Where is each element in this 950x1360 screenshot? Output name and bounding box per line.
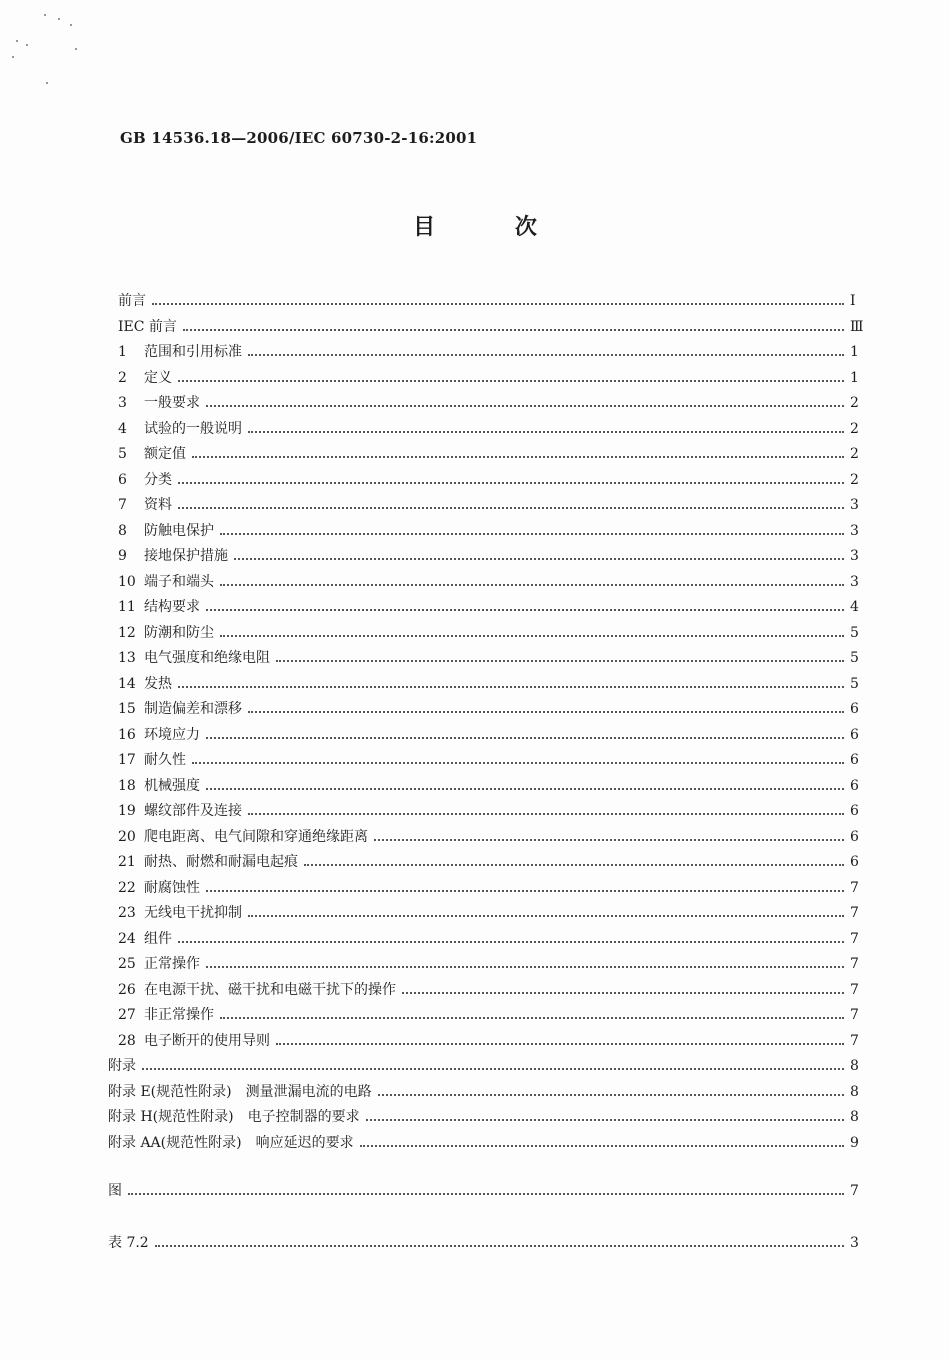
dot-leader <box>178 380 844 382</box>
toc-entry-page: Ⅰ <box>850 293 856 309</box>
scan-speck <box>16 40 18 42</box>
toc-entry-label: 电气强度和绝缘电阻 <box>144 650 270 666</box>
toc-entry-label: 额定值 <box>144 446 186 462</box>
toc-entry[interactable] <box>0 773 950 795</box>
toc-entry[interactable] <box>0 849 950 871</box>
toc-entry[interactable] <box>0 390 950 412</box>
toc-entry-number: 8 <box>118 522 127 539</box>
toc-entry-label: 图 <box>108 1183 122 1199</box>
toc-entry-page: Ⅲ <box>850 318 864 335</box>
dot-leader <box>304 864 844 866</box>
toc-entry-number: 25 <box>118 956 136 972</box>
toc-entry-page: 6 <box>850 777 859 794</box>
toc-entry-page: 2 <box>850 395 859 411</box>
dot-leader <box>142 1068 844 1070</box>
toc-entry[interactable] <box>0 1028 950 1050</box>
toc-entry-label: 非正常操作 <box>144 1007 214 1023</box>
toc-entry-page: 3 <box>850 497 859 513</box>
toc-entry-page: 7 <box>850 879 859 896</box>
toc-entry-label: 发热 <box>144 675 172 692</box>
toc-entry-number: 9 <box>118 548 127 564</box>
dot-leader <box>276 660 844 662</box>
toc-entry-page: 7 <box>850 1183 859 1199</box>
dot-leader <box>128 1193 844 1195</box>
dot-leader <box>206 737 844 739</box>
toc-entry[interactable] <box>0 824 950 846</box>
toc-entry-label: 附录 <box>108 1058 136 1074</box>
toc-entry[interactable] <box>0 1230 950 1252</box>
toc-entry-label: 机械强度 <box>144 777 200 794</box>
toc-entry-page: 6 <box>850 752 859 768</box>
dot-leader <box>220 1017 844 1019</box>
dot-leader <box>248 711 844 713</box>
dot-leader <box>152 303 844 305</box>
toc-entry-number: 13 <box>118 650 136 666</box>
scan-speck <box>26 44 28 46</box>
toc-entry-label: 无线电干扰抑制 <box>144 905 242 921</box>
toc-entry[interactable] <box>0 416 950 438</box>
dot-leader <box>276 1043 844 1045</box>
dot-leader <box>178 686 844 688</box>
toc-entry[interactable] <box>0 1130 950 1152</box>
toc-entry-label: 附录 E(规范性附录) 测量泄漏电流的电路 <box>108 1083 372 1100</box>
toc-entry-number: 7 <box>118 497 127 513</box>
toc-entry-page: 2 <box>850 420 859 437</box>
toc-entry[interactable] <box>0 441 950 463</box>
toc-entry[interactable] <box>0 645 950 667</box>
dot-leader <box>234 558 844 560</box>
toc-entry[interactable] <box>0 977 950 999</box>
toc-entry-label: 螺纹部件及连接 <box>144 803 242 819</box>
toc-entry-page: 7 <box>850 905 859 921</box>
toc-entry-number: 1 <box>118 344 127 360</box>
toc-entry-number: 12 <box>118 624 136 641</box>
toc-entry[interactable] <box>0 543 950 565</box>
toc-entry-label: 结构要求 <box>144 599 200 615</box>
dot-leader <box>248 813 844 815</box>
toc-entry-label: 耐热、耐燃和耐漏电起痕 <box>144 854 298 870</box>
dot-leader <box>248 915 844 917</box>
toc-entry-number: 3 <box>118 395 127 411</box>
toc-entry-label: 耐久性 <box>144 752 186 768</box>
toc-entry-number: 23 <box>118 905 136 921</box>
toc-entry-page: 6 <box>850 726 859 743</box>
toc-entry[interactable] <box>0 1002 950 1024</box>
toc-entry[interactable] <box>0 1053 950 1075</box>
toc-entry[interactable] <box>0 492 950 514</box>
toc-entry[interactable] <box>0 747 950 769</box>
toc-entry-page: 7 <box>850 930 859 947</box>
toc-entry[interactable] <box>0 1079 950 1101</box>
dot-leader <box>374 839 844 841</box>
toc-entry[interactable] <box>0 339 950 361</box>
toc-entry-label: 电子断开的使用导则 <box>144 1032 270 1049</box>
toc-entry-page: 3 <box>850 522 859 539</box>
toc-entry-number: 28 <box>118 1032 136 1049</box>
dot-leader <box>178 482 844 484</box>
toc-entry-number: 2 <box>118 369 127 386</box>
dot-leader <box>206 609 844 611</box>
toc-entry-label: 组件 <box>144 930 172 947</box>
toc-entry-page: 9 <box>850 1134 859 1151</box>
toc-entry[interactable] <box>0 288 950 310</box>
dot-leader <box>206 890 844 892</box>
toc-entry-label: 一般要求 <box>144 395 200 411</box>
toc-entry[interactable] <box>0 518 950 540</box>
toc-entry-label: 范围和引用标准 <box>144 344 242 360</box>
toc-entry-label: 定义 <box>144 369 172 386</box>
toc-entry-number: 20 <box>118 828 136 845</box>
toc-entry[interactable] <box>0 314 950 336</box>
toc-entry[interactable] <box>0 365 950 387</box>
dot-leader <box>178 941 844 943</box>
toc-entry-number: 19 <box>118 803 136 819</box>
toc-entry-page: 3 <box>850 1235 859 1251</box>
toc-entry[interactable] <box>0 671 950 693</box>
dot-leader <box>183 329 844 331</box>
toc-entry-label: 防触电保护 <box>144 522 214 539</box>
page-title: 目 次 <box>413 214 573 240</box>
toc-entry-page: 5 <box>850 675 859 692</box>
toc-entry-label: 资料 <box>144 497 172 513</box>
toc-entry[interactable] <box>0 467 950 489</box>
toc-entry-page: 8 <box>850 1058 859 1074</box>
toc-entry[interactable] <box>0 875 950 897</box>
toc-entry-page: 6 <box>850 828 859 845</box>
toc-entry-label: 附录 AA(规范性附录) 响应延迟的要求 <box>108 1134 354 1151</box>
toc-entry[interactable] <box>0 951 950 973</box>
toc-entry-number: 27 <box>118 1007 136 1023</box>
toc-entry-page: 6 <box>850 803 859 819</box>
scan-speck <box>44 14 46 16</box>
toc-entry-number: 14 <box>118 675 136 692</box>
dot-leader <box>248 354 844 356</box>
dot-leader <box>220 584 844 586</box>
toc-entry-label: 环境应力 <box>144 726 200 743</box>
document-standard-number: GB 14536.18—2006/IEC 60730-2-16:2001 <box>120 129 478 147</box>
scan-speck <box>12 56 14 58</box>
toc-entry-number: 21 <box>118 854 136 870</box>
dot-leader <box>378 1094 844 1096</box>
toc-entry[interactable] <box>0 798 950 820</box>
toc-entry-number: 26 <box>118 981 136 998</box>
toc-entry[interactable] <box>0 620 950 642</box>
toc-entry-page: 8 <box>850 1109 859 1125</box>
dot-leader <box>248 431 844 433</box>
toc-entry[interactable] <box>0 900 950 922</box>
toc-entry-number: 22 <box>118 879 136 896</box>
toc-entry[interactable] <box>0 926 950 948</box>
scan-speck <box>75 48 77 50</box>
toc-entry-number: 17 <box>118 752 136 768</box>
toc-entry-page: 7 <box>850 981 859 998</box>
dot-leader <box>206 966 844 968</box>
dot-leader <box>206 788 844 790</box>
toc-entry-label: 前言 <box>118 293 146 309</box>
toc-entry-label: 在电源干扰、磁干扰和电磁干扰下的操作 <box>144 981 396 998</box>
scan-speck <box>46 82 48 84</box>
toc-entry-page: 4 <box>850 599 859 615</box>
toc-entry[interactable] <box>0 696 950 718</box>
toc-entry-label: 试验的一般说明 <box>144 420 242 437</box>
toc-entry-label: 防潮和防尘 <box>144 624 214 641</box>
toc-entry-page: 7 <box>850 956 859 972</box>
toc-entry-label: IEC 前言 <box>118 318 177 335</box>
dot-leader <box>402 992 844 994</box>
toc-entry-label: 爬电距离、电气间隙和穿通绝缘距离 <box>144 828 368 845</box>
toc-entry[interactable] <box>0 569 950 591</box>
toc-entry-number: 11 <box>118 599 136 615</box>
toc-entry-label: 附录 H(规范性附录) 电子控制器的要求 <box>108 1109 360 1125</box>
dot-leader <box>366 1119 844 1121</box>
toc-entry-label: 端子和端头 <box>144 573 214 590</box>
dot-leader <box>178 507 844 509</box>
toc-entry-number: 10 <box>118 573 136 590</box>
toc-entry-number: 16 <box>118 726 136 743</box>
dot-leader <box>155 1245 844 1247</box>
toc-entry-page: 5 <box>850 624 859 641</box>
toc-entry-label: 表 7.2 <box>108 1235 149 1251</box>
toc-entry-page: 2 <box>850 471 859 488</box>
toc-entry-label: 接地保护措施 <box>144 548 228 564</box>
toc-entry-number: 15 <box>118 701 136 717</box>
toc-entry-page: 6 <box>850 854 859 870</box>
toc-entry-number: 18 <box>118 777 136 794</box>
toc-entry-label: 正常操作 <box>144 956 200 972</box>
toc-entry-page: 6 <box>850 701 859 717</box>
dot-leader <box>192 456 844 458</box>
toc-entry[interactable] <box>0 594 950 616</box>
toc-entry-page: 5 <box>850 650 859 666</box>
toc-entry-number: 6 <box>118 471 127 488</box>
toc-entry-label: 分类 <box>144 471 172 488</box>
toc-entry[interactable] <box>0 1104 950 1126</box>
toc-entry[interactable] <box>0 722 950 744</box>
toc-entry[interactable] <box>0 1178 950 1200</box>
toc-entry-page: 7 <box>850 1032 859 1049</box>
toc-entry-page: 3 <box>850 548 859 564</box>
toc-entry-page: 1 <box>850 344 859 360</box>
toc-entry-page: 7 <box>850 1007 859 1023</box>
dot-leader <box>192 762 844 764</box>
toc-entry-label: 耐腐蚀性 <box>144 879 200 896</box>
dot-leader <box>220 635 844 637</box>
toc-entry-number: 5 <box>118 446 127 462</box>
scan-speck <box>58 18 60 20</box>
dot-leader <box>206 405 844 407</box>
toc-entry-page: 8 <box>850 1083 859 1100</box>
toc-entry-label: 制造偏差和漂移 <box>144 701 242 717</box>
toc-entry-page: 2 <box>850 446 859 462</box>
toc-entry-page: 1 <box>850 369 859 386</box>
dot-leader <box>220 533 844 535</box>
dot-leader <box>360 1145 844 1147</box>
toc-entry-number: 4 <box>118 420 127 437</box>
toc-entry-page: 3 <box>850 573 859 590</box>
toc-entry-number: 24 <box>118 930 136 947</box>
scan-speck <box>70 24 72 26</box>
